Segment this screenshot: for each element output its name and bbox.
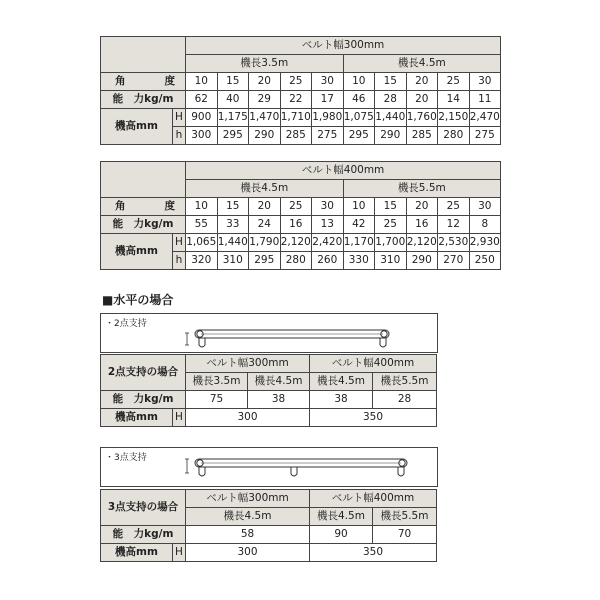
h-cell: 280	[438, 127, 470, 145]
angle-cell: 30	[469, 198, 501, 216]
capacity-cell: 16	[406, 216, 438, 234]
H-cell: 2,120	[280, 234, 312, 252]
angle-cell: 25	[438, 73, 470, 91]
machine-length-header: 機長5.5m	[343, 180, 501, 198]
three-point-diagram	[100, 447, 438, 487]
capacity-label: 能 力kg/m	[101, 216, 186, 234]
H-cell: 1,440	[217, 234, 249, 252]
capacity-cell: 38	[248, 391, 310, 409]
capacity-label: 能 力kg/m	[101, 526, 186, 544]
height-label: 機高mm	[101, 409, 173, 427]
capacity-cell: 58	[186, 526, 310, 544]
angle-label: 角 度	[101, 73, 186, 91]
capacity-cell: 8	[469, 216, 501, 234]
two-point-table	[100, 354, 437, 427]
h-cell: 310	[217, 252, 249, 270]
h-cell: 275	[469, 127, 501, 145]
h-cell: 275	[312, 127, 344, 145]
angle-cell: 20	[406, 198, 438, 216]
H-cell: 1,700	[375, 234, 407, 252]
machine-length-header: 機長5.5m	[373, 373, 437, 391]
angle-cell: 25	[280, 198, 312, 216]
angle-cell: 25	[438, 198, 470, 216]
machine-length-header: 機長5.5m	[373, 508, 437, 526]
diagram-caption: ・2点支持	[105, 319, 147, 329]
h-cell: 290	[406, 252, 438, 270]
angle-cell: 15	[217, 73, 249, 91]
angle-cell: 15	[375, 198, 407, 216]
H-cell: 900	[186, 109, 218, 127]
h-cell: 290	[249, 127, 281, 145]
angle-cell: 25	[280, 73, 312, 91]
angle-cell: 15	[217, 198, 249, 216]
conveyor-3point-icon	[101, 448, 437, 486]
H-cell: 1,790	[249, 234, 281, 252]
capacity-cell: 62	[186, 91, 218, 109]
H-cell: 2,420	[312, 234, 344, 252]
section-title: ■水平の場合	[102, 293, 174, 307]
H-cell: 2,530	[438, 234, 470, 252]
machine-length-header: 機長3.5m	[186, 55, 344, 73]
H-cell: 1,440	[375, 109, 407, 127]
capacity-label: 能 力kg/m	[101, 391, 186, 409]
belt-width-header: ベルト幅400mm	[310, 490, 437, 508]
capacity-cell: 40	[217, 91, 249, 109]
belt-width-header: ベルト幅300mm	[186, 490, 310, 508]
machine-length-header: 機長4.5m	[186, 508, 310, 526]
H-cell: 1,065	[186, 234, 218, 252]
height-label: 機高mm	[101, 234, 173, 270]
H-cell: 1,760	[406, 109, 438, 127]
angle-cell: 20	[249, 73, 281, 91]
spec-table-belt-300	[100, 36, 501, 145]
capacity-cell: 11	[469, 91, 501, 109]
H-cell: 2,120	[406, 234, 438, 252]
H-cell: 1,075	[343, 109, 375, 127]
machine-length-header: 機長3.5m	[186, 373, 248, 391]
h-label: h	[173, 252, 186, 270]
capacity-cell: 38	[310, 391, 373, 409]
h-cell: 250	[469, 252, 501, 270]
capacity-cell: 17	[312, 91, 344, 109]
conveyor-2point-icon	[101, 314, 437, 352]
capacity-cell: 25	[375, 216, 407, 234]
h-cell: 290	[375, 127, 407, 145]
height-label: 機高mm	[101, 109, 173, 145]
h-cell: 270	[438, 252, 470, 270]
height-cell: 350	[310, 544, 437, 562]
capacity-cell: 12	[438, 216, 470, 234]
height-cell: 300	[186, 409, 310, 427]
capacity-cell: 75	[186, 391, 248, 409]
h-cell: 285	[406, 127, 438, 145]
h-cell: 260	[312, 252, 344, 270]
angle-cell: 20	[249, 198, 281, 216]
angle-cell: 10	[186, 198, 218, 216]
angle-cell: 20	[406, 73, 438, 91]
machine-length-header: 機長4.5m	[343, 55, 501, 73]
H-label: H	[173, 234, 186, 252]
angle-cell: 30	[469, 73, 501, 91]
H-label: H	[173, 544, 186, 562]
capacity-cell: 42	[343, 216, 375, 234]
capacity-cell: 46	[343, 91, 375, 109]
h-cell: 320	[186, 252, 218, 270]
height-cell: 300	[186, 544, 310, 562]
h-cell: 280	[280, 252, 312, 270]
H-label: H	[173, 109, 186, 127]
H-label: H	[173, 409, 186, 427]
h-cell: 295	[343, 127, 375, 145]
h-cell: 330	[343, 252, 375, 270]
machine-length-header: 機長4.5m	[186, 180, 344, 198]
H-cell: 2,150	[438, 109, 470, 127]
height-cell: 350	[310, 409, 437, 427]
H-cell: 2,930	[469, 234, 501, 252]
belt-width-header: ベルト幅400mm	[186, 162, 501, 180]
capacity-label: 能 力kg/m	[101, 91, 186, 109]
capacity-cell: 28	[375, 91, 407, 109]
support-label: 2点支持の場合	[101, 355, 186, 391]
H-cell: 1,175	[217, 109, 249, 127]
angle-cell: 15	[375, 73, 407, 91]
spec-table-belt-400	[100, 161, 501, 270]
belt-width-header: ベルト幅400mm	[310, 355, 437, 373]
capacity-cell: 13	[312, 216, 344, 234]
corner-cell	[101, 162, 186, 198]
H-cell: 2,470	[469, 109, 501, 127]
machine-length-header: 機長4.5m	[310, 373, 373, 391]
angle-cell: 10	[186, 73, 218, 91]
support-label: 3点支持の場合	[101, 490, 186, 526]
machine-length-header: 機長4.5m	[248, 373, 310, 391]
angle-cell: 30	[312, 73, 344, 91]
two-point-diagram	[100, 313, 438, 353]
corner-cell	[101, 37, 186, 73]
h-cell: 300	[186, 127, 218, 145]
capacity-cell: 22	[280, 91, 312, 109]
three-point-table	[100, 489, 437, 562]
H-cell: 1,980	[312, 109, 344, 127]
capacity-cell: 16	[280, 216, 312, 234]
capacity-cell: 70	[373, 526, 437, 544]
h-label: h	[173, 127, 186, 145]
h-cell: 285	[280, 127, 312, 145]
capacity-cell: 14	[438, 91, 470, 109]
h-cell: 295	[249, 252, 281, 270]
height-label: 機高mm	[101, 544, 173, 562]
capacity-cell: 20	[406, 91, 438, 109]
angle-label: 角 度	[101, 198, 186, 216]
angle-cell: 10	[343, 73, 375, 91]
H-cell: 1,470	[249, 109, 281, 127]
H-cell: 1,710	[280, 109, 312, 127]
capacity-cell: 29	[249, 91, 281, 109]
capacity-cell: 55	[186, 216, 218, 234]
capacity-cell: 28	[373, 391, 437, 409]
h-cell: 310	[375, 252, 407, 270]
capacity-cell: 24	[249, 216, 281, 234]
angle-cell: 10	[343, 198, 375, 216]
h-cell: 295	[217, 127, 249, 145]
angle-cell: 30	[312, 198, 344, 216]
machine-length-header: 機長4.5m	[310, 508, 373, 526]
capacity-cell: 90	[310, 526, 373, 544]
belt-width-header: ベルト幅300mm	[186, 355, 310, 373]
H-cell: 1,170	[343, 234, 375, 252]
belt-width-header: ベルト幅300mm	[186, 37, 501, 55]
diagram-caption: ・3点支持	[105, 453, 147, 463]
capacity-cell: 33	[217, 216, 249, 234]
